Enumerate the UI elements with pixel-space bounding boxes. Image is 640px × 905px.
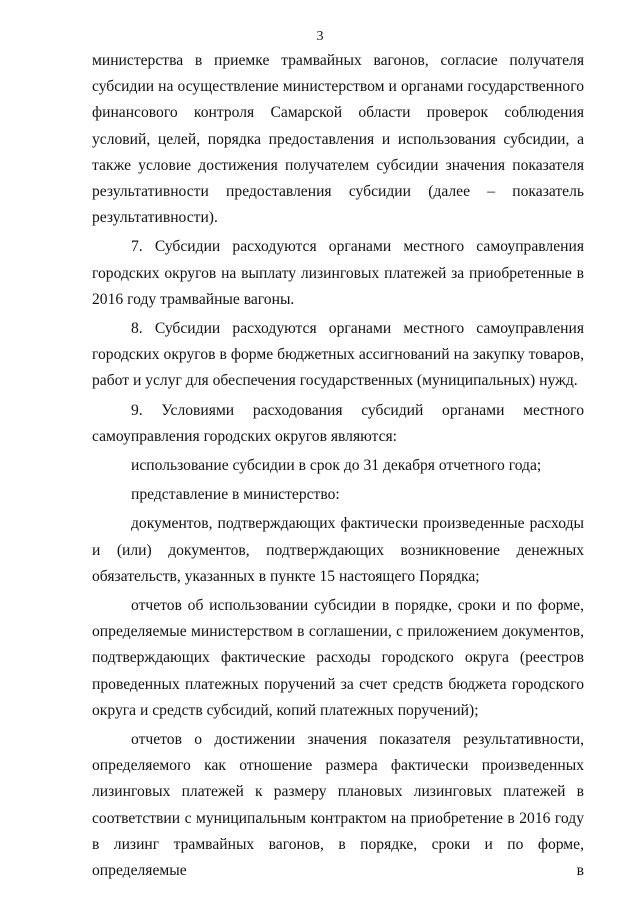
paragraph-item-7: 7. Субсидии расходуются органами местного самоуправления городских округов на выплату лизинговых платежей за приобретенные в 2016 году трамвайные вагоны. xyxy=(92,238,584,308)
paragraph-submission-intro: представление в министерство: xyxy=(131,486,340,504)
paragraph-usage-reports: отчетов об использовании субсидии в порядке, сроки и по форме, определяемые министерством в соглашении, с приложением документов, подтверждающих фактические расходы городского округа (реестров проведенных платежных поручений за счет средств бюджета городского округа и средств субсидий, копий платежных поручений); xyxy=(92,597,584,719)
paragraph-condition-deadline: использование субсидии в срок до 31 декабря отчетного года; xyxy=(131,457,542,475)
page-number: 3 xyxy=(316,29,324,44)
paragraph-item-9: 9. Условиями расходования субсидий органами местного самоуправления городских округов являются: xyxy=(92,401,584,445)
paragraph-documents: документов, подтверждающих фактически произведенные расходы и (или) документов, подтверждающих возникновение денежных обязательств, указанных в пункте 15 настоящего Порядка; xyxy=(92,515,584,585)
paragraph-item-8: 8. Субсидии расходуются органами местного самоуправления городских округов в форме бюджетных ассигнований на закупку товаров, работ и услуг для обеспечения государственных (муниципальных) нужд. xyxy=(92,320,584,390)
paragraph-continuation: министерства в приемке трамвайных вагонов, согласие получателя субсидии на осуществление министерством и органами государственного финансового контроля Самарской области проверок соблюдения условий, целей, порядка предоставления и использования субсидии, а также условие достижения получателем субсидии значения показателя результативности предоставления субсидии (далее – показатель результативности). xyxy=(92,52,584,227)
document-body xyxy=(92,48,584,887)
paragraph-performance-reports: отчетов о достижении значения показателя результативности, определяемого как отношение размера фактически произведенных лизинговых платежей к размеру плановых лизинговых платежей в соответствии с муниципальным контрактом на приобретение в 2016 году в лизинг трамвайных вагонов, в порядке, сроки и по форме, определяемые в xyxy=(92,731,584,880)
